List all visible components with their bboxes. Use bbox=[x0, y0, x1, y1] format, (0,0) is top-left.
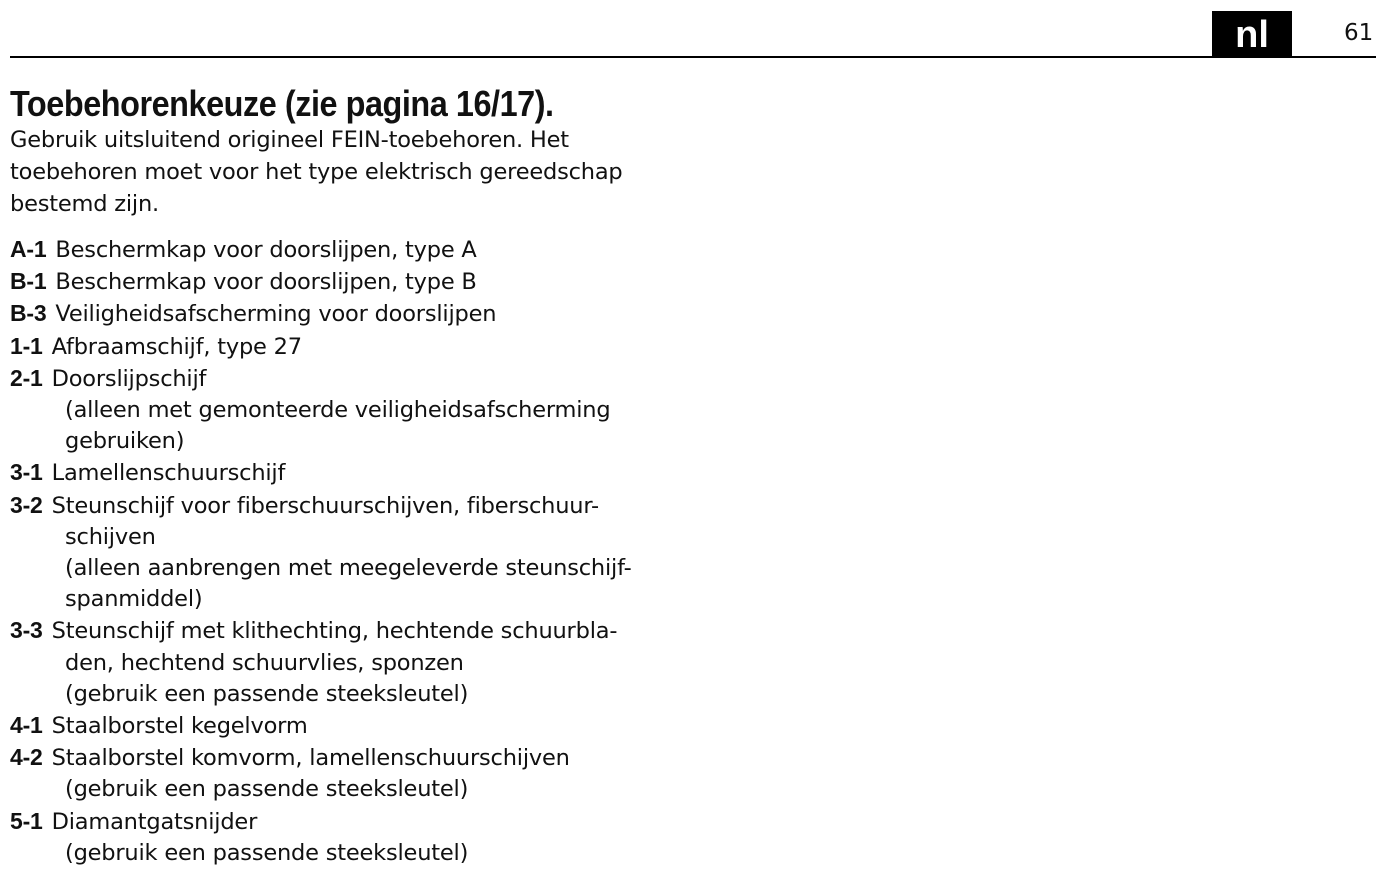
accessory-list bbox=[10, 234, 710, 869]
intro-line: bestemd zijn. bbox=[10, 191, 159, 217]
accessory-code: 4-1 bbox=[10, 712, 43, 739]
accessory-detail-line: schijven bbox=[65, 523, 156, 550]
page-content bbox=[10, 84, 710, 869]
accessory-item bbox=[10, 331, 710, 363]
accessory-label: Beschermkap voor doorslijpen, type A bbox=[55, 237, 477, 263]
accessory-code: B-1 bbox=[10, 268, 47, 295]
accessory-item bbox=[10, 457, 710, 489]
accessory-code: 3-1 bbox=[10, 459, 43, 486]
accessory-code: 4-2 bbox=[10, 744, 43, 771]
accessory-detail-line: (gebruik een passende steeksleutel) bbox=[65, 839, 469, 866]
header-rule bbox=[10, 56, 1376, 58]
accessory-detail-line: spanmiddel) bbox=[65, 586, 203, 613]
accessory-label: Lamellenschuurschijf bbox=[51, 460, 286, 487]
accessory-code: 2-1 bbox=[10, 364, 43, 391]
accessory-code: 1-1 bbox=[10, 332, 43, 359]
accessory-label: Doorslijpschijf bbox=[51, 365, 207, 392]
accessory-label: Steunschijf met klithechting, hechtende schuurbla- bbox=[51, 618, 618, 645]
accessory-code: B-3 bbox=[10, 300, 47, 327]
accessory-detail-line: den, hechtend schuurvlies, sponzen bbox=[65, 649, 464, 676]
accessory-item bbox=[10, 615, 710, 710]
accessory-label: Afbraamschijf, type 27 bbox=[51, 333, 302, 360]
accessory-item bbox=[10, 363, 710, 458]
accessory-detail-line: gebruiken) bbox=[65, 428, 185, 455]
accessory-label: Veiligheidsafscherming voor doorslijpen bbox=[55, 301, 497, 328]
intro-line: Gebruik uitsluitend origineel FEIN-toebehoren. Het bbox=[10, 127, 569, 153]
accessory-label: Diamantgatsnijder bbox=[51, 808, 258, 835]
accessory-item bbox=[10, 806, 710, 869]
accessory-detail-line: (gebruik een passende steeksleutel) bbox=[65, 776, 469, 803]
accessory-code: 5-1 bbox=[10, 807, 43, 834]
accessory-label: Beschermkap voor doorslijpen, type B bbox=[55, 269, 477, 296]
page-number: 61 bbox=[1344, 20, 1374, 46]
accessory-detail-line: (alleen aanbrengen met meegeleverde steunschijf- bbox=[65, 555, 632, 582]
accessory-label: Steunschijf voor fiberschuurschijven, fiberschuur- bbox=[51, 492, 599, 519]
accessory-item bbox=[10, 490, 710, 616]
accessory-item bbox=[10, 234, 710, 266]
section-title: Toebehorenkeuze (zie pagina 16/17). bbox=[10, 83, 554, 124]
accessory-detail-line: (alleen met gemonteerde veiligheidsafscherming bbox=[65, 397, 611, 424]
accessory-code: 3-3 bbox=[10, 617, 43, 644]
accessory-detail-line: (gebruik een passende steeksleutel) bbox=[65, 680, 469, 707]
accessory-item bbox=[10, 710, 710, 742]
accessory-item bbox=[10, 742, 710, 805]
intro-paragraph bbox=[10, 124, 710, 220]
language-badge: nl bbox=[1212, 11, 1292, 58]
intro-line: toebehoren moet voor het type elektrisch gereedschap bbox=[10, 159, 623, 185]
accessory-code: A-1 bbox=[10, 236, 47, 262]
accessory-label: Staalborstel komvorm, lamellenschuurschijven bbox=[51, 745, 570, 772]
accessory-code: 3-2 bbox=[10, 491, 43, 518]
accessory-item bbox=[10, 298, 710, 330]
accessory-item bbox=[10, 266, 710, 298]
accessory-label: Staalborstel kegelvorm bbox=[51, 713, 308, 740]
